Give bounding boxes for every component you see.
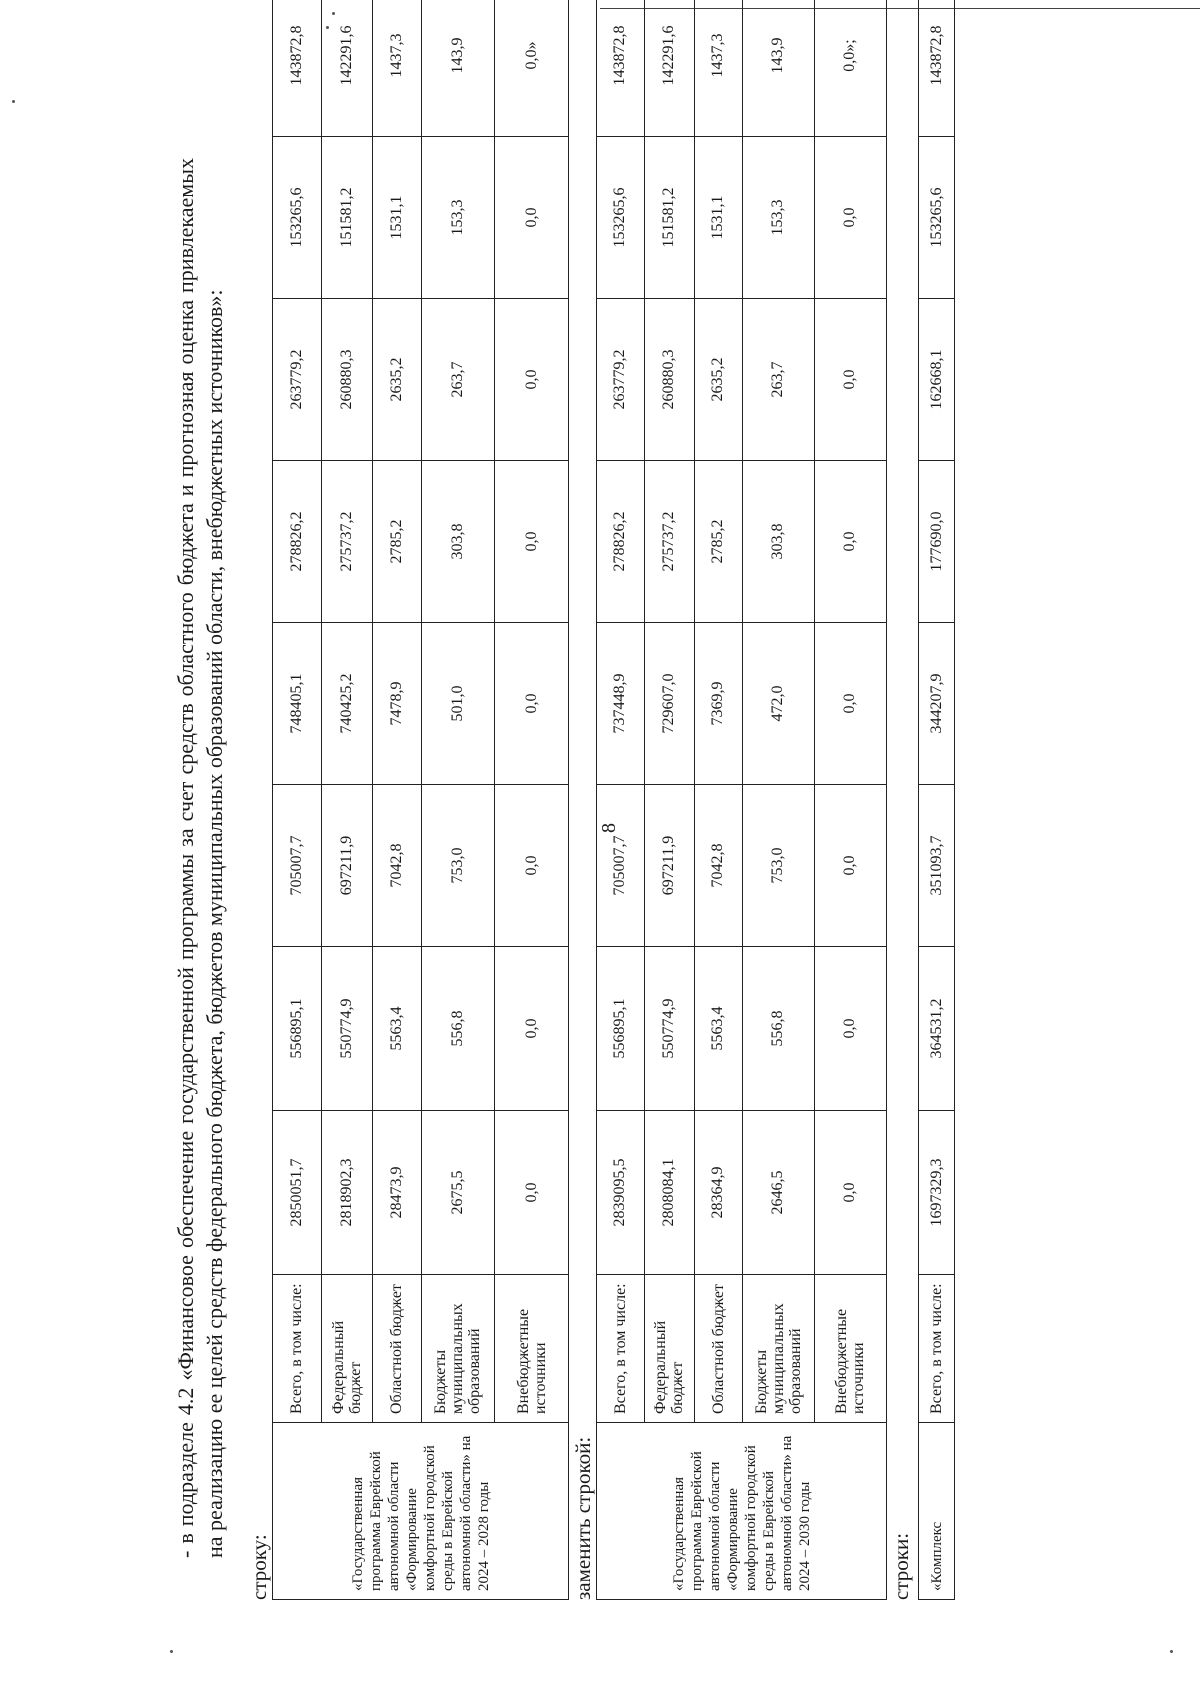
value-cell: 278826,2	[273, 461, 322, 623]
value-cell: 753,0	[421, 785, 495, 947]
page-number: 8	[598, 823, 620, 833]
scan-speck	[1170, 1650, 1173, 1653]
value-cell: 2646,5	[742, 1111, 814, 1275]
label-replace: заменить строкой:	[571, 1436, 595, 1600]
value-cell: 153,3	[742, 137, 814, 299]
table-row	[372, 0, 421, 1600]
value-cell: 2839095,5	[597, 1111, 645, 1275]
value-cell: 162668,1	[919, 299, 955, 461]
value-cell: 177690,0	[919, 461, 955, 623]
value-cell: 263779,2	[597, 299, 645, 461]
value-cell: 0,0»	[495, 0, 569, 137]
row-label-cell: Всего, в том числе:	[597, 1275, 645, 1423]
value-cell: 7042,8	[694, 785, 742, 947]
value-cell: 143,9	[742, 0, 814, 137]
value-cell: 550774,9	[644, 947, 694, 1111]
value-cell: 0,0	[495, 947, 569, 1111]
value-cell: 0,0	[495, 299, 569, 461]
value-cell: 260880,3	[644, 299, 694, 461]
row-label-cell: Бюджеты муниципальных образований	[742, 1275, 814, 1423]
value-cell: 153,3	[421, 137, 495, 299]
row-label-cell: Всего, в том числе:	[919, 1275, 955, 1423]
value-cell: 1531,1	[694, 137, 742, 299]
value-cell: 0,0	[814, 299, 886, 461]
value-cell: 753,0	[742, 785, 814, 947]
value-cell: 729607,0	[644, 623, 694, 785]
value-cell: 142291,6	[321, 0, 372, 137]
table-row	[421, 0, 495, 1600]
value-cell: 2675,5	[421, 1111, 495, 1275]
value-cell: 472,0	[742, 623, 814, 785]
value-cell: 143872,8	[597, 0, 645, 137]
value-cell: 153265,6	[597, 137, 645, 299]
value-cell: 7369,9	[694, 623, 742, 785]
program-name-cell: «Государственная программа Еврейской автономной области «Формирование комфортной городской среды в Еврейской автономной области» на 2024 – 2030 годы	[597, 1423, 887, 1600]
value-cell: 1437,3	[694, 0, 742, 137]
row-label-cell: Внебюджетные источники	[495, 1275, 569, 1423]
value-cell: 2635,2	[694, 299, 742, 461]
value-cell: 0,0	[814, 947, 886, 1111]
value-cell: 7478,9	[372, 623, 421, 785]
table-row	[694, 0, 742, 1600]
table-old	[272, 0, 569, 1600]
value-cell: 260880,3	[321, 299, 372, 461]
value-cell: 1697329,3	[919, 1111, 955, 1275]
value-cell: 151581,2	[644, 137, 694, 299]
value-cell: 501,0	[421, 623, 495, 785]
value-cell: 0,0	[814, 785, 886, 947]
value-cell: 0,0	[814, 623, 886, 785]
table-row	[495, 0, 569, 1600]
value-cell: 556895,1	[597, 947, 645, 1111]
value-cell: 263,7	[421, 299, 495, 461]
row-label-cell: Всего, в том числе:	[273, 1275, 322, 1423]
row-label-cell: Федеральный бюджет	[644, 1275, 694, 1423]
value-cell: 303,8	[742, 461, 814, 623]
value-cell: 5563,4	[694, 947, 742, 1111]
value-cell: 705007,7	[273, 785, 322, 947]
table-row	[742, 0, 814, 1600]
row-label-cell: Бюджеты муниципальных образований	[421, 1275, 495, 1423]
value-cell: 0,0	[495, 1111, 569, 1275]
value-cell: 0,0	[814, 137, 886, 299]
table-lines	[918, 0, 955, 1600]
scan-speck	[12, 100, 15, 103]
value-cell: 263,7	[742, 299, 814, 461]
value-cell: 0,0	[495, 137, 569, 299]
value-cell: 2850051,7	[273, 1111, 322, 1275]
row-label-cell: Областной бюджет	[372, 1275, 421, 1423]
label-lines: строки:	[889, 1532, 913, 1600]
value-cell: 556,8	[742, 947, 814, 1111]
row-label-cell: Внебюджетные источники	[814, 1275, 886, 1423]
value-cell: 351093,7	[919, 785, 955, 947]
value-cell: 344207,9	[919, 623, 955, 785]
value-cell: 740425,2	[321, 623, 372, 785]
value-cell: 2808084,1	[644, 1111, 694, 1275]
value-cell: 697211,9	[321, 785, 372, 947]
value-cell: 151581,2	[321, 137, 372, 299]
value-cell: 364531,2	[919, 947, 955, 1111]
row-label-cell: Федеральный бюджет	[321, 1275, 372, 1423]
value-cell: 1437,3	[372, 0, 421, 137]
value-cell: 153265,6	[273, 137, 322, 299]
value-cell: 0,0	[495, 623, 569, 785]
table-row	[814, 0, 886, 1600]
value-cell: 2785,2	[372, 461, 421, 623]
value-cell: 153265,6	[919, 137, 955, 299]
value-cell: 550774,9	[321, 947, 372, 1111]
table-row	[919, 0, 955, 1600]
value-cell: 275737,2	[321, 461, 372, 623]
value-cell: 0,0»;	[814, 0, 886, 137]
table-row	[273, 0, 322, 1600]
value-cell: 697211,9	[644, 785, 694, 947]
value-cell: 0,0	[814, 461, 886, 623]
value-cell: 7042,8	[372, 785, 421, 947]
value-cell: 0,0	[814, 1111, 886, 1275]
value-cell: 263779,2	[273, 299, 322, 461]
table-row	[597, 0, 645, 1600]
value-cell: 0,0	[495, 461, 569, 623]
value-cell: 143872,8	[273, 0, 322, 137]
value-cell: 2785,2	[694, 461, 742, 623]
value-cell: 2818902,3	[321, 1111, 372, 1275]
value-cell: 278826,2	[597, 461, 645, 623]
label-line: строку:	[247, 1534, 271, 1600]
program-name-cell: «Государственная программа Еврейской автономной области «Формирование комфортной городской среды в Еврейской автономной области» на 2024 – 2028 годы	[273, 1423, 569, 1600]
value-cell: 556895,1	[273, 947, 322, 1111]
value-cell: 303,8	[421, 461, 495, 623]
value-cell: 1531,1	[372, 137, 421, 299]
table-row	[644, 0, 694, 1600]
value-cell: 2635,2	[372, 299, 421, 461]
table-row	[321, 0, 372, 1600]
value-cell: 28364,9	[694, 1111, 742, 1275]
value-cell: 28473,9	[372, 1111, 421, 1275]
value-cell: 143,9	[421, 0, 495, 137]
value-cell: 748405,1	[273, 623, 322, 785]
value-cell: 142291,6	[644, 0, 694, 137]
rotated-page-content	[165, 0, 1045, 1708]
value-cell: 556,8	[421, 947, 495, 1111]
intro-paragraph: - в подразделе 4.2 «Финансовое обеспечение государственной программы за счет средств областного бюджета и прогнозная оценка привлекаемых на реализацию ее целей средств федерального бюджета, бюджетов муниципальных образований области, внебюджетных источников»:	[173, 158, 227, 1558]
program-name-cell: «Комплекс	[919, 1423, 955, 1600]
value-cell: 275737,2	[644, 461, 694, 623]
value-cell: 0,0	[495, 785, 569, 947]
value-cell: 705007,7	[597, 785, 645, 947]
value-cell: 143872,8	[919, 0, 955, 137]
value-cell: 5563,4	[372, 947, 421, 1111]
value-cell: 737448,9	[597, 623, 645, 785]
row-label-cell: Областной бюджет	[694, 1275, 742, 1423]
table-new	[596, 0, 887, 1600]
